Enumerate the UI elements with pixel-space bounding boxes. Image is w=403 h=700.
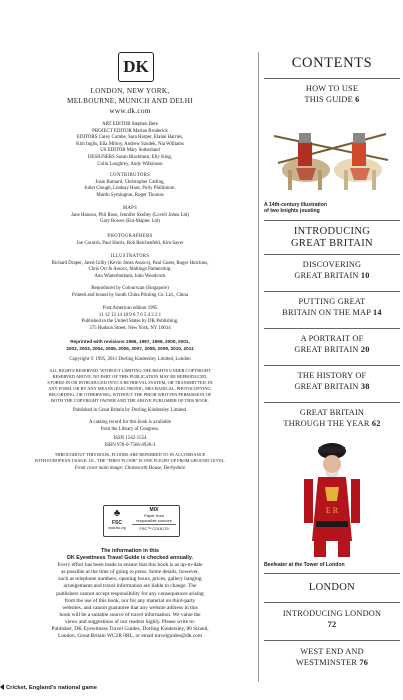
credit-line: DESIGNERS Susan Blackburn, Elly King, [87,154,173,160]
divider [264,640,400,641]
toc-line: THE HISTORY OF [297,371,367,380]
maps-heading: MAPS [122,206,138,211]
leg [314,541,326,557]
info-title: DK Eyewitness Travel Guide is checked annually. [66,555,194,562]
rights-line: RESERVED ABOVE, NO PART OF THIS PUBLICATION MAY BE REPRODUCED, [52,374,208,379]
illustrators-heading: ILLUSTRATORS [110,254,150,259]
credit-line: US EDITOR Mary Sutherland [100,148,160,154]
rights-line: ANY FORM, OR BY ANY MEANS (ELECTRONIC, MECHANICAL, PHOTOCOPYING, [48,386,212,391]
edition-line: First American edition 1995 [102,306,158,311]
section-introducing-gb[interactable] [264,226,400,250]
toc-line: A PORTRAIT OF [300,334,364,343]
page-number: 6 [355,94,360,104]
page-number: 76 [359,657,369,667]
fsc-code: FSC™ C018179 [139,526,169,531]
caption-line: A 14th-century illustration [264,202,327,208]
knight [352,142,366,166]
caption-line: of two knights jousting [264,208,320,215]
toc-line: THIS GUIDE [304,94,353,104]
toc-line: THROUGH THE YEAR [283,418,370,428]
toc-putting-on-map[interactable] [264,297,400,318]
section-line: INTRODUCING [293,226,371,237]
horse-leg [372,170,376,190]
reprint-info [6,339,254,352]
credit-line: PROJECT EDITOR Marian Broderick [92,128,168,134]
credit-line: Richard Draper, Jared Gilby (Kevin Jones Assocs), Paul Guest, Roger Hutchins, [51,260,209,266]
credit-line: ART EDITOR Stephen Bere [102,122,158,127]
info-line: such as telephone numbers, opening hours, prices, gallery hanging [58,576,202,583]
toc-line: GREAT BRITAIN [294,270,359,280]
contents-title: CONTENTS [264,52,400,79]
edition-info [6,306,254,332]
toc-line: HOW TO USE [305,84,359,93]
left-arm [304,479,313,523]
catalog-line: from the Library of Congress. [100,426,160,432]
floors-note [6,452,254,464]
toc-line: GREAT BRITAIN [294,381,359,391]
divider [264,402,400,403]
contributors-heading: CONTRIBUTORS [109,173,151,178]
fsc-site: www.fsc.org [108,526,126,530]
illustrators-credits [6,254,254,280]
info-line: Every effort has been made to ensure that this book is as up-to-date [57,562,203,569]
published-gb: Published in Great Britain by Dorling Kindersley Limited. [72,408,188,413]
divider [264,602,400,603]
catalog-record [6,420,254,433]
front-cover-credit: Front cover main image: Chatsworth House, Derbyshire [74,466,186,471]
credit-line: Jane Hanson, Phil Rose, Jennifer Skelley (Lovell Johns Ltd) [71,212,189,218]
printing-info [6,286,254,299]
divider [264,365,400,366]
info-line: London, Great Britain WC2R 0RL, or email travelguides@dk.com [57,633,203,640]
info-line: Publisher, DK Eyewitness Travel Guides, Dorling Kindersley, 80 Strand, [51,626,209,633]
column-divider [258,52,259,682]
fsc-certification-box [103,505,180,537]
fsc-mix: MIX [149,507,159,513]
credit-line: Chris Orr & Assocs, Maltings Partnership, [88,267,172,273]
info-line: views and suggestions of our readers highly. Please write to: [64,618,196,625]
toc-portrait[interactable] [264,334,400,355]
toc-line: PUTTING GREAT [298,297,366,306]
copyright: Copyright © 1995, 2011 Dorling Kindersley Limited, London [69,357,191,362]
section-london[interactable]: LONDON [308,582,356,593]
page-number: 72 [327,619,337,629]
knights-caption [264,202,400,215]
isbn: ISBN 978-0-7566-6926-3 [104,442,156,448]
cipher-emblem: E R [325,506,339,515]
contributors [6,173,254,199]
rights-line: RECORDING, OR OTHERWISE), WITHOUT THE PRIOR WRITTEN PERMISSION OF [48,392,212,397]
divider [264,220,400,221]
credit-line: Colin Loughrey, Andy Wilkinson [97,161,163,167]
beefeater-caption: Beefeater at the Tower of London [264,562,345,568]
credit-line: Ann Winterbotham, John Woodcock [94,273,166,279]
knight [298,142,312,166]
credit-line: Josie Barnard, Christopher Catling, [95,179,165,185]
info-line: book will be a suitable source of travel information. We value the [59,611,201,618]
page-number: 20 [360,344,370,354]
credit-line: Joe Cornish, Paul Harris, Rob Reichenfeld, Kim Sayer [76,240,184,246]
reprint-line: Reprinted with revisions 1996, 1997, 1999, 2000, 2001, [70,339,190,344]
floors-line: WITH EUROPEAN USAGE; I.E., THE "FIRST FLOOR" IS ONE FLIGHT UP FROM GROUND LEVEL. [34,458,226,463]
fsc-paper-line: responsible sources [136,518,172,523]
divider [264,573,400,574]
photographers-heading: PHOTOGRAPHERS [107,234,153,239]
issn-isbn [6,436,254,449]
info-box [6,548,254,640]
horse-leg [318,170,322,190]
rights-line: BOTH THE COPYRIGHT OWNER AND THE ABOVE PUBLISHER OF THIS BOOK. [51,398,209,403]
rights-line: ALL RIGHTS RESERVED. WITHOUT LIMITING THE RIGHTS UNDER COPYRIGHT [49,368,211,373]
toc-introducing-london[interactable] [264,609,400,630]
triangle-left-icon [0,684,4,690]
info-line: publishers cannot accept responsibility for any consequences arising [56,590,204,597]
lance [278,134,386,163]
info-line: arrangements and travel information are liable to change. The [63,583,197,590]
toc-line: GREAT BRITAIN [299,408,365,417]
toc-line: DISCOVERING [302,260,362,269]
knights-jousting-illustration [266,108,398,200]
imprint-address [6,86,254,116]
reprint-line: 2002, 2003, 2004, 2005, 2006, 2007, 2008, 2009, 2010, 2011 [66,345,194,351]
editorial-credits [6,122,254,168]
fsc-logo [107,508,127,533]
issn: ISSN 1542-1554 [113,436,147,441]
divider [264,291,400,292]
helmet [353,133,365,143]
maps-credits [6,206,254,226]
horse-leg [344,170,348,190]
page-number: 14 [373,307,382,317]
fsc-logo-text: FSC [112,520,122,526]
rights-notice [6,368,254,404]
page-number: 10 [360,270,370,280]
fsc-paper-line: Paper from [144,513,164,518]
toc-line: GREAT BRITAIN [294,344,359,354]
printing-line: Reproduced by Colourscan (Singapore) [91,286,169,291]
credit-line: EDITORS Carey Combe, Sara Harper, Elaine Harries, [76,135,184,141]
toc-history[interactable] [264,371,400,392]
cities-line: MELBOURNE, MUNICH AND DELHI [67,97,193,105]
helmet [299,133,311,143]
dk-logo: DK [118,52,154,82]
printing-line: Printed and bound by South China Printing Co. Ltd., China [71,292,189,298]
tree-icon: ♣ [113,508,121,519]
toc-west-end[interactable] [264,647,400,668]
crown-emblem [325,487,339,501]
toc-line: INTRODUCING LONDON [282,609,382,618]
rights-line: STORED IN OR INTRODUCED INTO A RETRIEVAL SYSTEM, OR TRANSMITTED, IN [47,380,213,385]
toc-line: BRITAIN ON THE MAP [282,307,371,317]
beefeater-photo [292,437,372,559]
page-number: 62 [371,418,381,428]
toc-discovering[interactable] [264,260,400,281]
cities-line: LONDON, NEW YORK, [90,87,170,95]
footer-caption [0,684,200,691]
belt [316,521,348,527]
hat-brim [319,447,345,453]
photographers-credits [6,234,254,247]
catalog-line: A catalog record for this book is available [89,420,171,425]
credit-line: Martin Symington, Roger Thomas [96,192,164,198]
toc-through-the-year[interactable] [264,408,400,429]
website: www.dk.com [109,107,151,115]
fsc-text [130,508,178,531]
credit-line: Gary Bowes (Era-Maptec Ltd) [100,219,160,225]
floors-line: THROUGHOUT THIS BOOK, FLOORS ARE REFERRED TO IN ACCORDANCE [54,452,206,457]
divider [264,254,400,255]
edition-line: 375 Hudson Street, New York, NY 10014 [89,325,171,331]
horse-leg [288,170,292,190]
info-line: websites, and cannot guarantee that any website address in this [62,604,198,611]
credit-line: Juliet Clough, Lindsay Hunt, Polly Phillimore, [84,186,176,192]
info-line: from the use of this book, nor for any material on third-party [64,597,196,604]
section-line: GREAT BRITAIN [291,238,373,249]
info-title: The information in this [100,548,160,554]
edition-line: 11 12 13 14 10 9 8 7 6 5 4 3 2 1 [98,312,162,318]
right-arm [351,479,360,523]
toc-how-to-use[interactable] [264,84,400,105]
divider [264,328,400,329]
info-line: as possible at the time of going to press. Some details, however, [61,569,199,576]
leg [338,541,350,557]
toc-line: WESTMINSTER [295,657,358,667]
contents-column [264,52,400,667]
edition-line: Published in the United States by DK Publishing, [81,319,179,325]
fsc-divider [132,524,176,525]
credit-line: Kim Inglis, Ella Milroy, Andrew Szudek, Nia Williams [76,141,184,147]
toc-line: WEST END AND [300,647,364,656]
footer-text: Cricket, England's national game [6,685,97,691]
page-number: 38 [360,381,370,391]
